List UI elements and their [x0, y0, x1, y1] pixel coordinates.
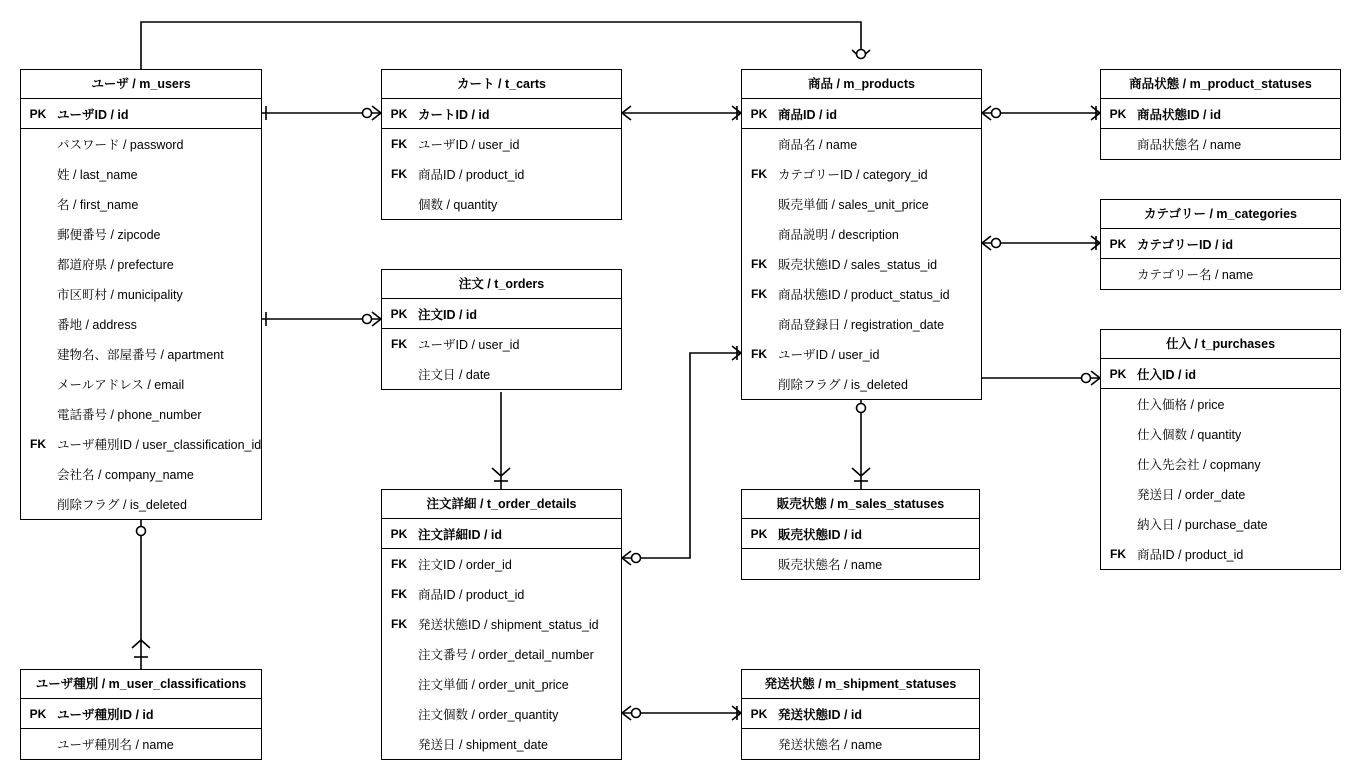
- attribute-row: [742, 339, 981, 369]
- attribute-name: 販売状態ID / id: [778, 527, 863, 542]
- attribute-row: [21, 189, 261, 219]
- attribute-name: ユーザID / id: [57, 107, 129, 122]
- key-badge: PK: [750, 106, 768, 121]
- attribute-name: ユーザ種別ID / id: [57, 707, 154, 722]
- attribute-row: [21, 279, 261, 309]
- attribute-name: ユーザ種別名 / name: [57, 738, 174, 752]
- attribute-row: [1101, 229, 1340, 259]
- attribute-name: 注文単価 / order_unit_price: [418, 678, 569, 692]
- attribute-row: [382, 699, 621, 729]
- key-badge: FK: [751, 287, 767, 301]
- entity-title: 仕入 / t_purchases: [1101, 330, 1340, 359]
- attribute-name: ユーザID / user_id: [778, 348, 880, 362]
- entity-title: 注文詳細 / t_order_details: [382, 490, 621, 519]
- key-badge: FK: [751, 257, 767, 271]
- attribute-row: [1101, 419, 1340, 449]
- attribute-name: 注文番号 / order_detail_number: [418, 648, 594, 662]
- attribute-name: 商品状態ID / id: [1137, 107, 1222, 122]
- attribute-name: 注文ID / id: [418, 307, 478, 322]
- attribute-name: 商品名 / name: [778, 138, 858, 152]
- key-badge: FK: [391, 167, 407, 181]
- attribute-row: [21, 429, 261, 459]
- attribute-row: [742, 129, 981, 159]
- attribute-row: [382, 99, 621, 129]
- attribute-row: [742, 309, 981, 339]
- entity-title: 注文 / t_orders: [382, 270, 621, 299]
- attribute-row: [21, 309, 261, 339]
- attribute-row: [382, 519, 621, 549]
- link-users-products: [141, 22, 861, 69]
- attribute-row: [382, 299, 621, 329]
- entity-m_products[interactable]: [741, 69, 982, 400]
- key-badge: FK: [751, 167, 767, 181]
- attribute-row: [742, 99, 981, 129]
- entity-t_orders[interactable]: [381, 269, 622, 390]
- attribute-name: 番地 / address: [57, 318, 137, 332]
- attribute-row: [21, 699, 261, 729]
- attribute-row: [21, 129, 261, 159]
- attribute-name: 仕入個数 / quantity: [1137, 428, 1242, 442]
- entity-title: 商品状態 / m_product_statuses: [1101, 70, 1340, 99]
- attribute-name: 姓 / last_name: [57, 168, 138, 182]
- key-badge: PK: [1109, 106, 1127, 121]
- entity-t_purchases[interactable]: [1100, 329, 1341, 570]
- attribute-name: 商品状態ID / product_status_id: [778, 288, 950, 302]
- attribute-name: 個数 / quantity: [418, 198, 498, 212]
- attribute-name: 商品状態名 / name: [1137, 138, 1242, 152]
- attribute-row: [742, 159, 981, 189]
- attribute-name: 仕入ID / id: [1137, 367, 1197, 382]
- attribute-name: 発送状態ID / shipment_status_id: [418, 618, 599, 632]
- attribute-row: [1101, 449, 1340, 479]
- entity-m_sales_statuses[interactable]: [741, 489, 980, 580]
- attribute-row: [382, 579, 621, 609]
- attribute-name: カテゴリー名 / name: [1137, 268, 1254, 282]
- attribute-row: [742, 519, 979, 549]
- attribute-row: [21, 249, 261, 279]
- attribute-name: カテゴリーID / category_id: [778, 168, 928, 182]
- key-badge: PK: [29, 706, 47, 721]
- attribute-row: [21, 339, 261, 369]
- attribute-name: メールアドレス / email: [57, 378, 185, 392]
- key-badge: FK: [1110, 547, 1126, 561]
- entity-title: ユーザ種別 / m_user_classifications: [21, 670, 261, 699]
- attribute-name: 建物名、部屋番号 / apartment: [57, 348, 224, 362]
- entity-m_user_classifications[interactable]: [20, 669, 262, 760]
- attribute-row: [742, 369, 981, 399]
- key-badge: FK: [751, 347, 767, 361]
- attribute-row: [742, 699, 979, 729]
- attribute-row: [382, 729, 621, 759]
- attribute-name: 注文個数 / order_quantity: [418, 708, 559, 722]
- attribute-row: [742, 549, 979, 579]
- attribute-name: 発送日 / shipment_date: [418, 738, 548, 752]
- attribute-name: 注文日 / date: [418, 368, 491, 382]
- attribute-row: [21, 369, 261, 399]
- attribute-row: [742, 729, 979, 759]
- entity-title: カテゴリー / m_categories: [1101, 200, 1340, 229]
- key-badge: PK: [390, 306, 408, 321]
- attribute-name: 発送状態名 / name: [778, 738, 883, 752]
- attribute-name: 仕入価格 / price: [1137, 398, 1225, 412]
- attribute-name: 仕入先会社 / copmany: [1137, 458, 1261, 472]
- key-badge: PK: [750, 706, 768, 721]
- key-badge: PK: [390, 526, 408, 541]
- attribute-row: [382, 189, 621, 219]
- key-badge: FK: [30, 437, 46, 451]
- attribute-row: [382, 129, 621, 159]
- attribute-row: [21, 489, 261, 519]
- attribute-name: ユーザ種別ID / user_classification_id: [57, 438, 262, 452]
- attribute-name: カートID / id: [418, 107, 490, 122]
- key-badge: PK: [1109, 366, 1127, 381]
- entity-title: 発送状態 / m_shipment_statuses: [742, 670, 979, 699]
- attribute-row: [382, 609, 621, 639]
- attribute-row: [1101, 539, 1340, 569]
- attribute-row: [1101, 389, 1340, 419]
- attribute-name: 市区町村 / municipality: [57, 288, 183, 302]
- attribute-row: [742, 279, 981, 309]
- attribute-name: 販売状態名 / name: [778, 558, 883, 572]
- attribute-name: 会社名 / company_name: [57, 468, 194, 482]
- attribute-name: 削除フラグ / is_deleted: [778, 378, 908, 392]
- entity-title: 販売状態 / m_sales_statuses: [742, 490, 979, 519]
- attribute-name: 発送状態ID / id: [778, 707, 863, 722]
- attribute-name: ユーザID / user_id: [418, 138, 520, 152]
- attribute-name: 削除フラグ / is_deleted: [57, 498, 187, 512]
- attribute-name: 商品ID / product_id: [418, 168, 525, 182]
- attribute-row: [382, 549, 621, 579]
- key-badge: FK: [391, 137, 407, 151]
- attribute-name: ユーザID / user_id: [418, 338, 520, 352]
- attribute-name: 電話番号 / phone_number: [57, 408, 202, 422]
- attribute-name: 販売単価 / sales_unit_price: [778, 198, 929, 212]
- link-orderdetails-products: [622, 353, 741, 558]
- attribute-name: 販売状態ID / sales_status_id: [778, 258, 938, 272]
- attribute-row: [1101, 359, 1340, 389]
- attribute-name: 注文ID / order_id: [418, 558, 512, 572]
- entity-title: 商品 / m_products: [742, 70, 981, 99]
- entity-t_order_details[interactable]: [381, 489, 622, 760]
- attribute-row: [21, 399, 261, 429]
- entity-m_shipment_statuses[interactable]: [741, 669, 980, 760]
- attribute-name: 商品ID / product_id: [418, 588, 525, 602]
- attribute-name: カテゴリーID / id: [1137, 237, 1234, 252]
- entity-m_users[interactable]: [20, 69, 262, 520]
- attribute-row: [742, 219, 981, 249]
- attribute-row: [21, 159, 261, 189]
- attribute-name: パスワード / password: [57, 138, 184, 152]
- entity-m_product_statuses[interactable]: [1100, 69, 1341, 160]
- attribute-name: 商品ID / product_id: [1137, 548, 1244, 562]
- attribute-row: [382, 329, 621, 359]
- key-badge: FK: [391, 337, 407, 351]
- attribute-name: 名 / first_name: [57, 198, 139, 212]
- attribute-row: [1101, 509, 1340, 539]
- entity-t_carts[interactable]: [381, 69, 622, 220]
- attribute-name: 都道府県 / prefecture: [57, 258, 174, 272]
- key-badge: PK: [29, 106, 47, 121]
- attribute-row: [1101, 479, 1340, 509]
- attribute-row: [1101, 129, 1340, 159]
- attribute-name: 商品ID / id: [778, 107, 838, 122]
- attribute-row: [382, 359, 621, 389]
- attribute-name: 注文詳細ID / id: [418, 527, 503, 542]
- attribute-name: 納入日 / purchase_date: [1137, 518, 1268, 532]
- attribute-row: [1101, 99, 1340, 129]
- attribute-name: 商品説明 / description: [778, 228, 899, 242]
- key-badge: FK: [391, 587, 407, 601]
- entity-title: カート / t_carts: [382, 70, 621, 99]
- attribute-row: [21, 219, 261, 249]
- key-badge: FK: [391, 617, 407, 631]
- entity-title: ユーザ / m_users: [21, 70, 261, 99]
- attribute-row: [382, 669, 621, 699]
- key-badge: PK: [1109, 236, 1127, 251]
- attribute-row: [21, 99, 261, 129]
- attribute-row: [382, 639, 621, 669]
- attribute-row: [742, 189, 981, 219]
- attribute-row: [21, 729, 261, 759]
- key-badge: PK: [390, 106, 408, 121]
- attribute-row: [742, 249, 981, 279]
- attribute-row: [1101, 259, 1340, 289]
- attribute-row: [21, 459, 261, 489]
- key-badge: PK: [750, 526, 768, 541]
- attribute-row: [382, 159, 621, 189]
- key-badge: FK: [391, 557, 407, 571]
- attribute-name: 郵便番号 / zipcode: [57, 228, 161, 242]
- attribute-name: 商品登録日 / registration_date: [778, 318, 945, 332]
- attribute-name: 発送日 / order_date: [1137, 488, 1246, 502]
- entity-m_categories[interactable]: [1100, 199, 1341, 290]
